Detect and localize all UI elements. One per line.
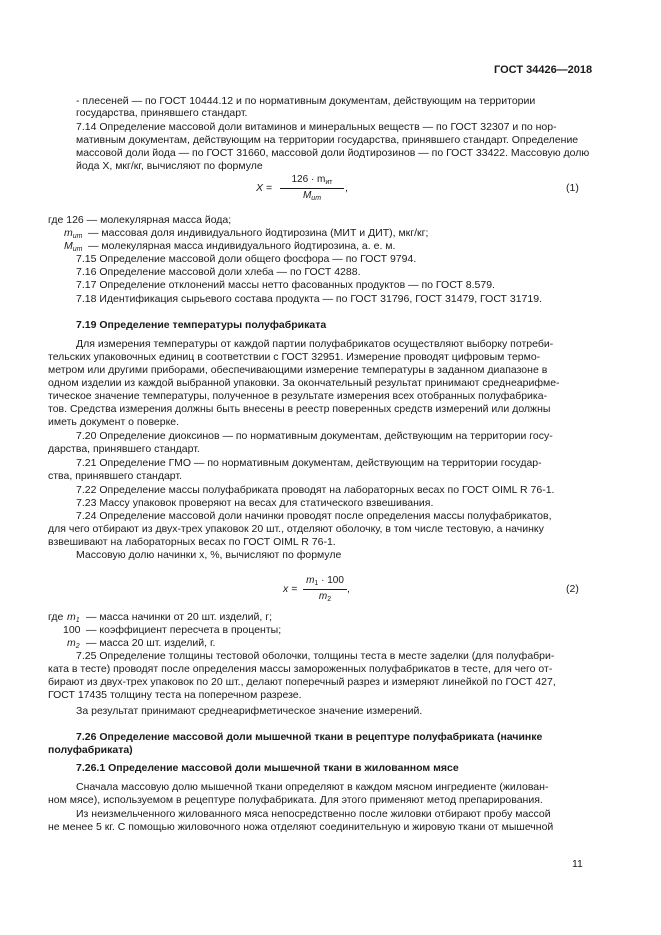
text-line: 7.17 Определение отклонений массы нетто фасованных продуктов — по ГОСТ 8.579. [76, 279, 495, 291]
text-line: одном изделии из каждой выбранной упаковки. За окончательный результат принимают среднеарифме- [48, 377, 560, 389]
text-line: Массовую долю начинки x, %, вычисляют по формуле [76, 549, 342, 561]
text-line: Для измерения температуры от каждой партии полуфабрикатов осуществляют выборку потреби- [76, 338, 554, 350]
text-line: 7.24 Определение массовой доли начинки проводят после определения массы полуфабрикатов, [76, 510, 552, 522]
text-line: 7.18 Идентификация сырьевого состава продукта — по ГОСТ 31796, ГОСТ 31479, ГОСТ 31719. [76, 293, 542, 305]
text-line: 7.25 Определение толщины тестовой оболочки, толщины теста в месте заделки (для полуфабри- [76, 650, 555, 662]
text-line: - плесеней — по ГОСТ 10444.12 и по нормативным документам, действующим на территории [76, 95, 536, 107]
formula-denominator-subscript: 2 [327, 596, 332, 603]
text-line: — коэффициент пересчета в проценты; [86, 624, 282, 636]
text-line: ном мясе), используемом в рецептуре полуфабриката. Для этого применяют метод препарирования. [48, 794, 543, 806]
text-line: Из неизмельченного жилованного мяса непосредственно после жиловки отбирают пробу массой [76, 808, 551, 820]
text-line: тов. Средства измерения должны быть внесены в реестр поверенных средств измерений или должны [48, 403, 551, 415]
formula-numerator-subscript: ит [325, 179, 333, 186]
symbol: $m_2$ [67, 637, 80, 650]
section-heading: полуфабриката) [48, 744, 133, 756]
standard-designation: ГОСТ 34426—2018 [494, 64, 593, 76]
text-line: тельских упаковочных единиц в соответствии с ГОСТ 32951. Измерение проводят цифровым термо- [48, 351, 541, 363]
formula-numerator-tail: · 100 [318, 575, 344, 586]
text-line: для чего отбирают из двух-трех упаковок 20 шт., отделяют оболочку, в том числе тестовую, а начинку [48, 523, 544, 535]
text-line: метром или другими приборами, обеспечивающими измерение температуры в заданном диапазоне в [48, 364, 548, 376]
formula-numerator: m [306, 575, 315, 586]
subsection-heading: 7.26.1 Определение массовой доли мышечной ткани в жилованном мясе [76, 762, 459, 774]
text-line: тическое значение температуры, полученное в результате измерения всех отобранных полуфабрика- [48, 390, 548, 402]
formula-numerator-subscript: 1 [314, 580, 319, 587]
text-line: 7.20 Определение диоксинов — по нормативным документам, действующим на территории госу- [76, 430, 553, 442]
section-heading: 7.26 Определение массовой доли мышечной ткани в рецептуре полуфабриката (начинке [76, 731, 543, 743]
text-line: 7.23 Массу упаковок проверяют на весах для статического взвешивания. [76, 497, 434, 509]
text-line: ГОСТ 17435 толщину теста на поперечном разрезе. [48, 689, 302, 701]
text-line: бирают из двух-трех упаковок по 20 шт., делают поперечный разрез и измеряют линейкой по ГОСТ 427, [48, 676, 556, 688]
text-line: где [48, 611, 64, 623]
text-line: иметь документ о поверке. [48, 416, 180, 428]
formula-number: (2) [566, 583, 579, 595]
text-line: государства, принявшего стандарт. [76, 107, 248, 119]
text-line: 7.15 Определение массовой доли общего фосфора — по ГОСТ 9794. [76, 253, 417, 265]
text-line: За результат принимают среднеарифметическое значение измерений. [76, 705, 423, 717]
text-line: где 126 — молекулярная масса йода; [48, 214, 232, 226]
formula-denominator: m [318, 591, 328, 602]
formula-denominator-subscript: ит [311, 195, 322, 202]
text-line: дарства, принявшего стандарт. [48, 443, 200, 455]
text-line: массовой доли йода — по ГОСТ 31660, массовой доли йодтирозинов — по ГОСТ 33422. Массовую долю [76, 147, 590, 159]
text-line: Сначала массовую долю мышечной ткани определяют в каждом мясном ингредиенте (жилован- [76, 781, 549, 793]
formula-numerator: 126 · m [291, 174, 326, 185]
text-line: йода X, мкг/кг, вычисляют по формуле [76, 160, 263, 172]
text-line: 7.16 Определение массовой доли хлеба — по ГОСТ 4288. [76, 266, 361, 278]
text-line: взвешивают на лабораторных весах по ГОСТ OIML R 76-1. [48, 536, 336, 548]
formula-comma: , [345, 182, 348, 194]
text-line: 7.14 Определение массовой доли витаминов и минеральных веществ — по ГОСТ 32307 и по нор- [76, 121, 557, 133]
formula-number: (1) [566, 182, 579, 194]
formula-comma: , [347, 583, 350, 595]
formula-lhs: x = [283, 583, 298, 595]
text-line: — массовая доля индивидуального йодтирозина (МИТ и ДИТ), мкг/кг; [88, 227, 429, 239]
text-line: 7.22 Определение массы полуфабриката проводят на лабораторных весах по ГОСТ OIML R 76-1. [76, 484, 555, 496]
symbol: $M_{ит}$ [64, 240, 83, 253]
symbol: $m_{ит}$ [64, 227, 83, 240]
page-number: 11 [572, 858, 583, 870]
formula-fraction [303, 575, 347, 605]
formula-lhs: X = [256, 182, 273, 194]
fraction-bar [280, 188, 344, 189]
symbol: $m_1$ [67, 611, 80, 624]
text-line: 100 [63, 624, 81, 636]
text-line: — молекулярная масса индивидуального йодтирозина, а. е. м. [88, 240, 396, 252]
text-line: не менее 5 кг. С помощью жиловочного ножа отделяют соединительную и жировую ткани от мышечной [48, 821, 554, 833]
text-line: — масса начинки от 20 шт. изделий, г; [86, 611, 272, 623]
section-heading: 7.19 Определение температуры полуфабриката [76, 319, 327, 331]
text-line: 7.21 Определение ГМО — по нормативным документам, действующим на территории государ- [76, 457, 542, 469]
formula-fraction [280, 174, 344, 204]
text-line: мативным документам, действующим на территории государства, принявшего стандарт. Определение [76, 134, 579, 146]
formula-denominator: M [302, 190, 312, 201]
text-line: ства, принявшего стандарт. [48, 470, 182, 482]
fraction-bar [303, 589, 347, 590]
text-line: — масса 20 шт. изделий, г. [86, 637, 216, 649]
text-line: ката в тесте) проводят после определения массы замороженных полуфабрикатов в тесте, для чего от- [48, 663, 553, 675]
